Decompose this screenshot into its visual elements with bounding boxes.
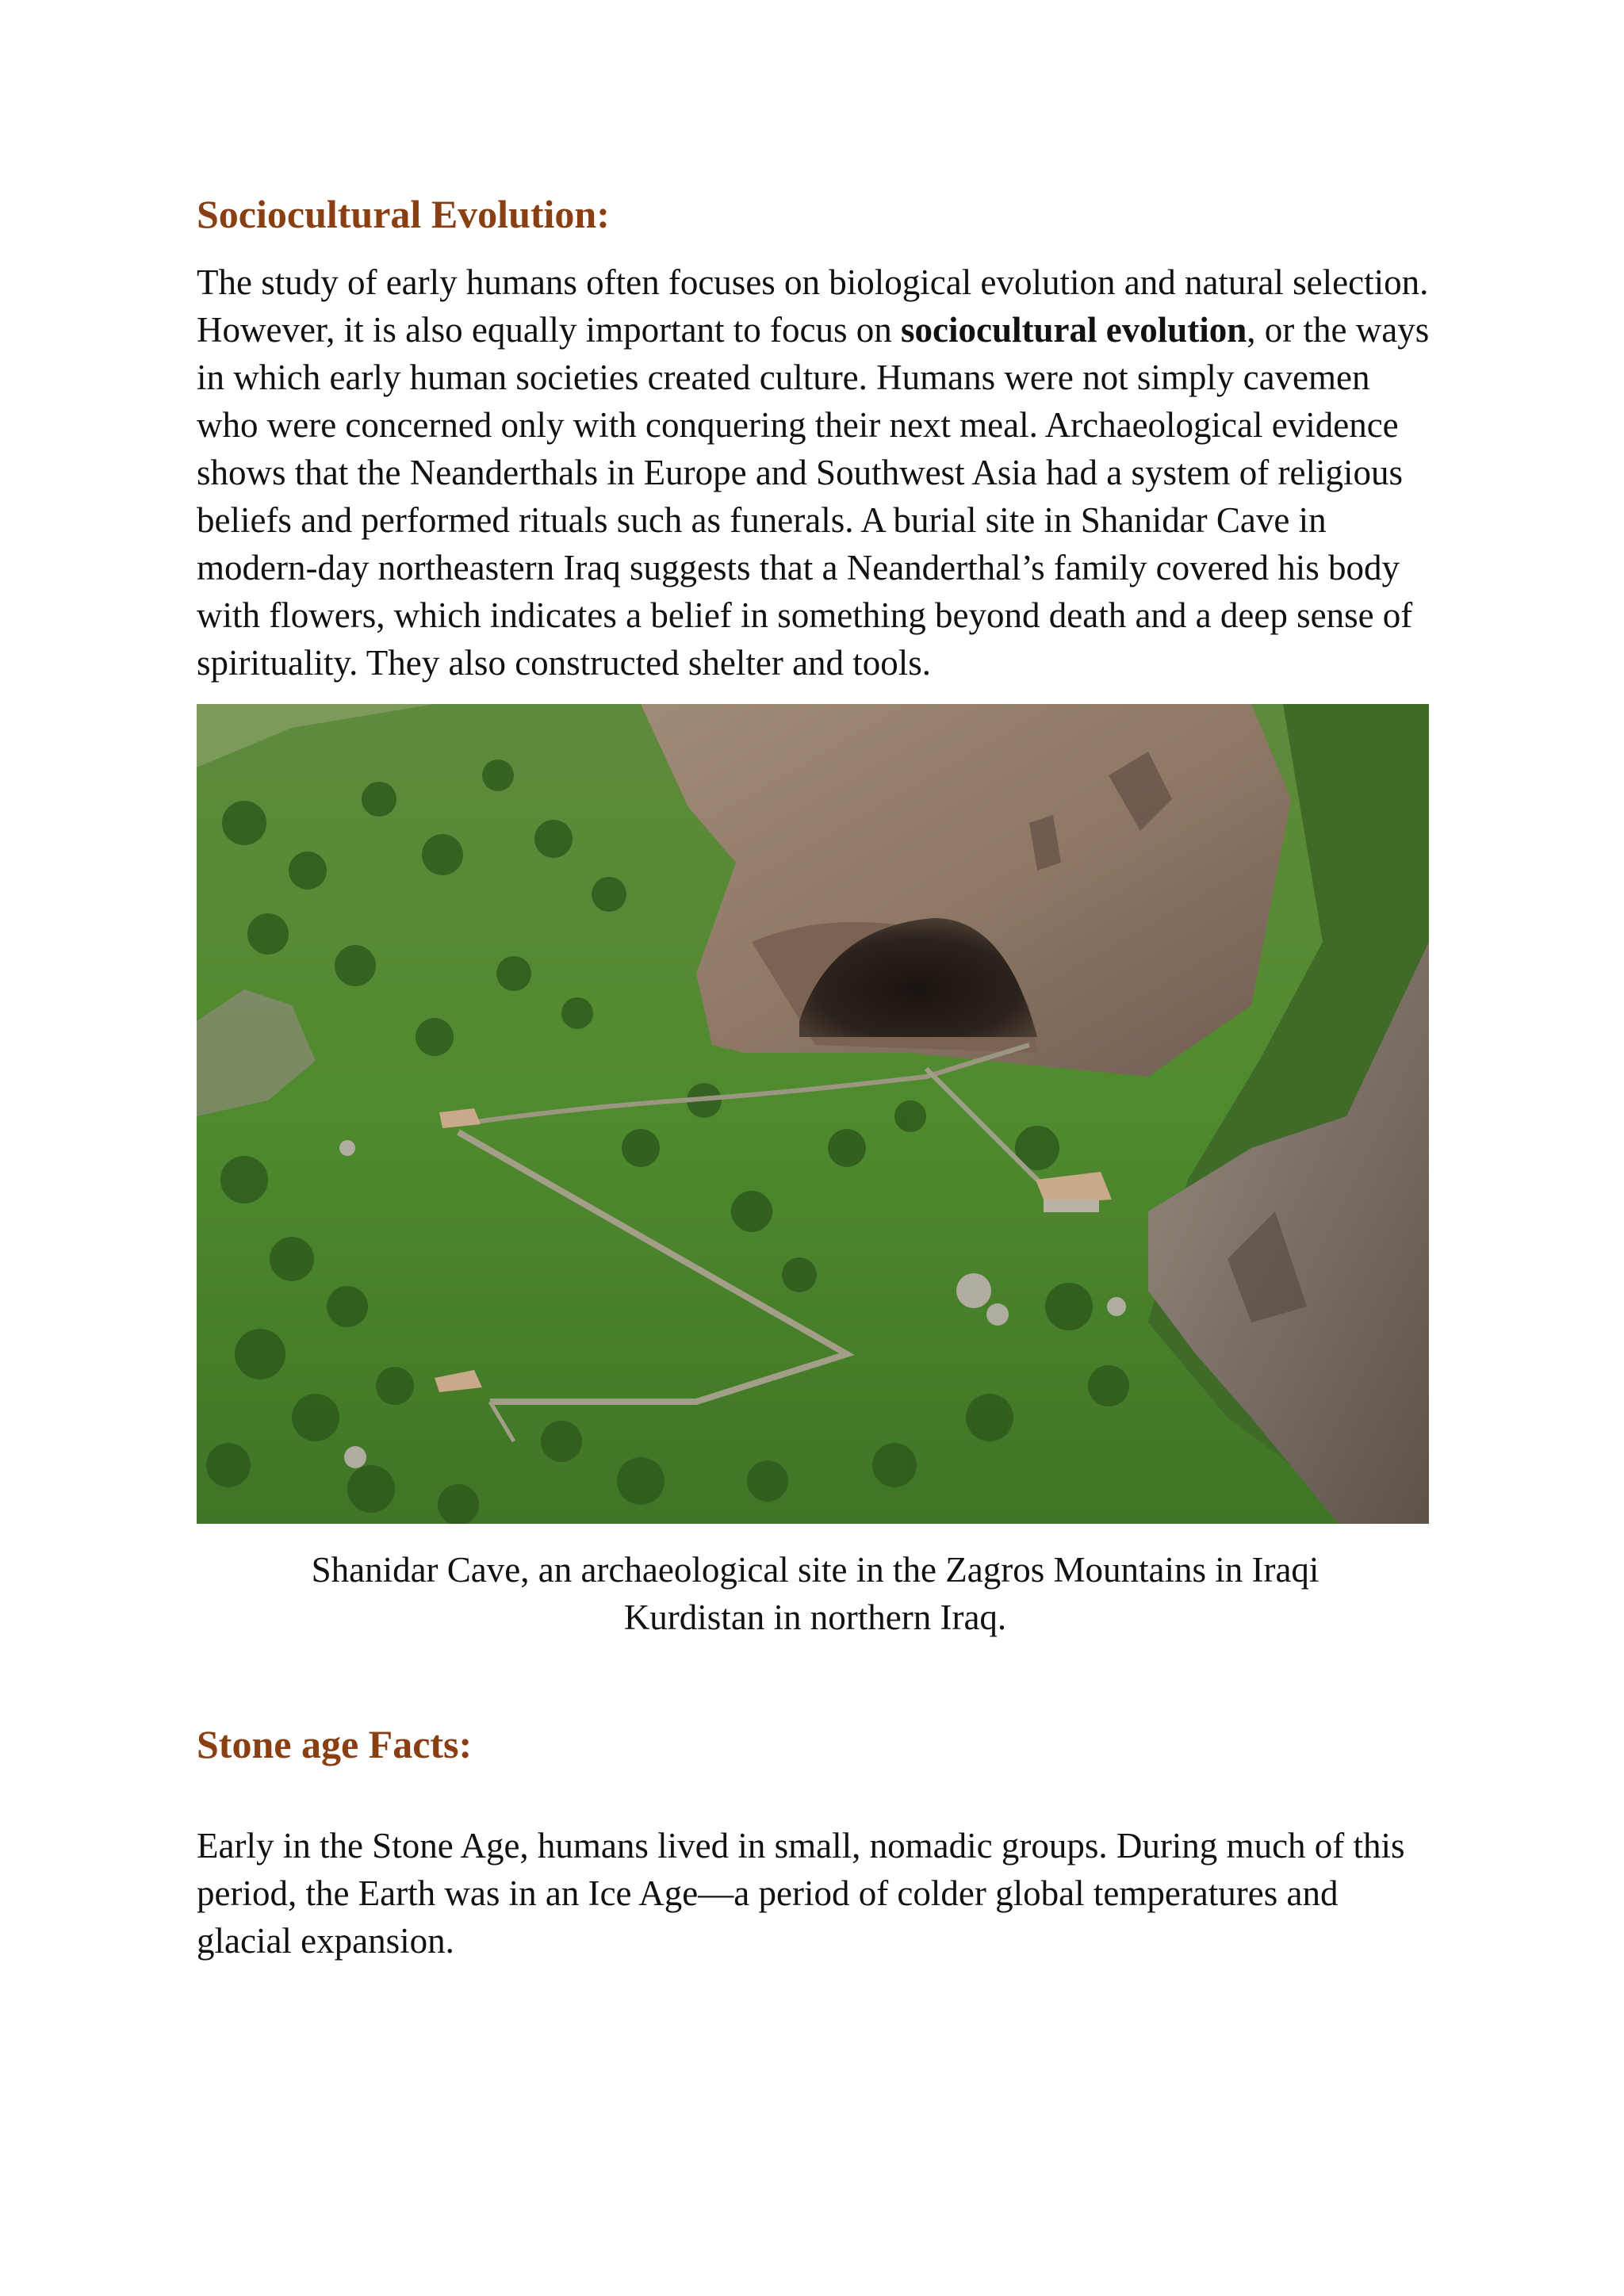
- section-heading-stone-age-facts: Stone age Facts:: [197, 1722, 473, 1766]
- figure-caption: Shanidar Cave, an archaeological site in the Zagros Mountains in Iraqi Kurdistan in northern Iraq.: [311, 1550, 1320, 1637]
- document-page: [197, 190, 1434, 1965]
- bold-term: sociocultural evolution: [901, 310, 1247, 350]
- shanidar-cave-photo: [197, 704, 1429, 1524]
- stone-age-paragraph: Early in the Stone Age, humans lived in small, nomadic groups. During much of this period, the Earth was in an Ice Age—a period of colder global temperatures and glacial expansion.: [197, 1826, 1405, 1961]
- sociocultural-paragraph: [197, 258, 1434, 687]
- paragraph-text-continued: , or the ways in which early human societies created culture. Humans were not simply cavemen who were concerned only with conquering their next meal. Archaeological evidence shows that the Neanderthals in Europe and Southwest Asia had a system of religious beliefs and performed rituals such as funerals. A burial site in Shanidar Cave in modern-day northeastern Iraq suggests that a Neanderthal’s family covered his body with flowers, which indicates a belief in something beyond death and a deep sense of spirituality. They also constructed shelter and tools.: [197, 310, 1430, 683]
- paragraph-text: The study of early humans often focuses on biological evolution and natural selection. However, it is also equally important to focus on: [197, 262, 1429, 350]
- section-heading-sociocultural: Sociocultural Evolution:: [197, 192, 610, 236]
